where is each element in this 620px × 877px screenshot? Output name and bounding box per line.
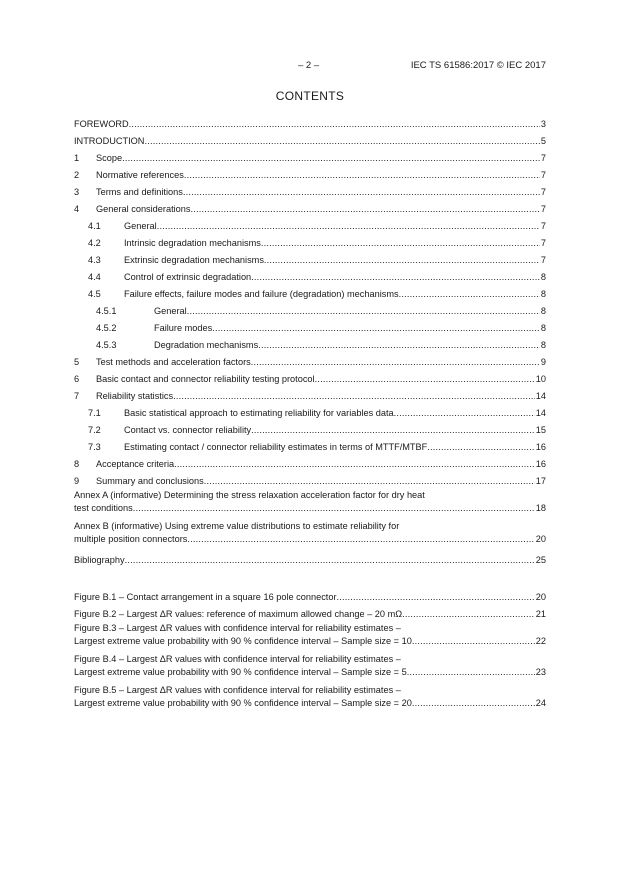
toc-entry-annex-a-line1[interactable]: Annex A (informative) Determining the stress relaxation acceleration factor for dry heat xyxy=(74,490,425,500)
toc-entry-4-5-3[interactable]: 4.5.3 Degradation mechanisms ..... 8 xyxy=(74,334,546,351)
toc-entry-7-2[interactable]: 7.2 Contact vs. connector reliability ..... 15 xyxy=(74,419,546,436)
toc-entry-2[interactable]: 2 Normative references ..... 7 xyxy=(74,164,546,181)
figure-entry-b3-line2[interactable]: Largest extreme value probability with 90 % confidence interval – Sample size = 10 ..... 22 xyxy=(74,634,546,647)
figure-entry-b4-line2[interactable]: Largest extreme value probability with 90 % confidence interval – Sample size = 5 ..... 23 xyxy=(74,665,546,678)
figure-entry-b2[interactable]: Figure B.2 – Largest ΔR values: reference of maximum allowed change – 20 mΩ ..... 21 xyxy=(74,603,546,620)
toc-entry-4-5-2[interactable]: 4.5.2 Failure modes ..... 8 xyxy=(74,317,546,334)
toc-entry-bibliography[interactable]: Bibliography ..... 25 xyxy=(74,549,546,566)
toc-entry-7-1[interactable]: 7.1 Basic statistical approach to estimating reliability for variables data ..... 14 xyxy=(74,402,546,419)
toc-entry-5[interactable]: 5 Test methods and acceleration factors ..... 9 xyxy=(74,351,546,368)
toc-entry-4-3[interactable]: 4.3 Extrinsic degradation mechanisms ..... 7 xyxy=(74,249,546,266)
document-reference: IEC TS 61586:2017 © IEC 2017 xyxy=(410,60,546,71)
page-header xyxy=(74,60,546,74)
toc-entry-annex-b-line1[interactable]: Annex B (informative) Using extreme value distributions to estimate reliability for xyxy=(74,521,400,531)
figure-entry-b5-line1[interactable]: Figure B.5 – Largest ΔR values with confidence interval for reliability estimates – xyxy=(74,685,401,695)
toc-entry-4-2[interactable]: 4.2 Intrinsic degradation mechanisms ..... 7 xyxy=(74,232,546,249)
toc-entry-4-5-1[interactable]: 4.5.1 General ..... 8 xyxy=(74,300,546,317)
toc-entry-8[interactable]: 8 Acceptance criteria ..... 16 xyxy=(74,453,546,470)
toc-entry-4-5[interactable]: 4.5 Failure effects, failure modes and failure (degradation) mechanisms ..... 8 xyxy=(74,283,546,300)
toc-entry-1[interactable]: 1 Scope ..... 7 xyxy=(74,147,546,164)
toc-entry-introduction[interactable]: INTRODUCTION ..... 5 xyxy=(74,130,546,147)
figure-entry-b3-line1[interactable]: Figure B.3 – Largest ΔR values with confidence interval for reliability estimates – xyxy=(74,623,401,633)
toc-entry-9[interactable]: 9 Summary and conclusions ..... 17 xyxy=(74,470,546,487)
toc-entry-7[interactable]: 7 Reliability statistics ..... 14 xyxy=(74,385,546,402)
toc-entry-foreword[interactable]: FOREWORD ..... 3 xyxy=(74,113,546,130)
figure-entry-b1[interactable]: Figure B.1 – Contact arrangement in a square 16 pole connector ..... 20 xyxy=(74,586,546,603)
toc-entry-4-4[interactable]: 4.4 Control of extrinsic degradation ..... 8 xyxy=(74,266,546,283)
contents-title: CONTENTS xyxy=(275,89,345,103)
toc-entry-annex-a-line2[interactable]: test conditions ..... 18 xyxy=(74,501,546,514)
table-of-contents xyxy=(74,113,546,713)
spacer xyxy=(74,566,546,586)
toc-entry-7-3[interactable]: 7.3 Estimating contact / connector reliability estimates in terms of MTTF/MTBF ..... 16 xyxy=(74,436,546,453)
toc-entry-4-1[interactable]: 4.1 General ..... 7 xyxy=(74,215,546,232)
toc-entry-3[interactable]: 3 Terms and definitions ..... 7 xyxy=(74,181,546,198)
toc-entry-4[interactable]: 4 General considerations ..... 7 xyxy=(74,198,546,215)
figure-entry-b4-line1[interactable]: Figure B.4 – Largest ΔR values with confidence interval for reliability estimates – xyxy=(74,654,401,664)
toc-entry-annex-b-line2[interactable]: multiple position connectors ..... 20 xyxy=(74,532,546,545)
figure-entry-b5-line2[interactable]: Largest extreme value probability with 90 % confidence interval – Sample size = 20 ..... 24 xyxy=(74,696,546,709)
page-number: – 2 – xyxy=(298,60,320,71)
toc-entry-6[interactable]: 6 Basic contact and connector reliability testing protocol ..... 10 xyxy=(74,368,546,385)
